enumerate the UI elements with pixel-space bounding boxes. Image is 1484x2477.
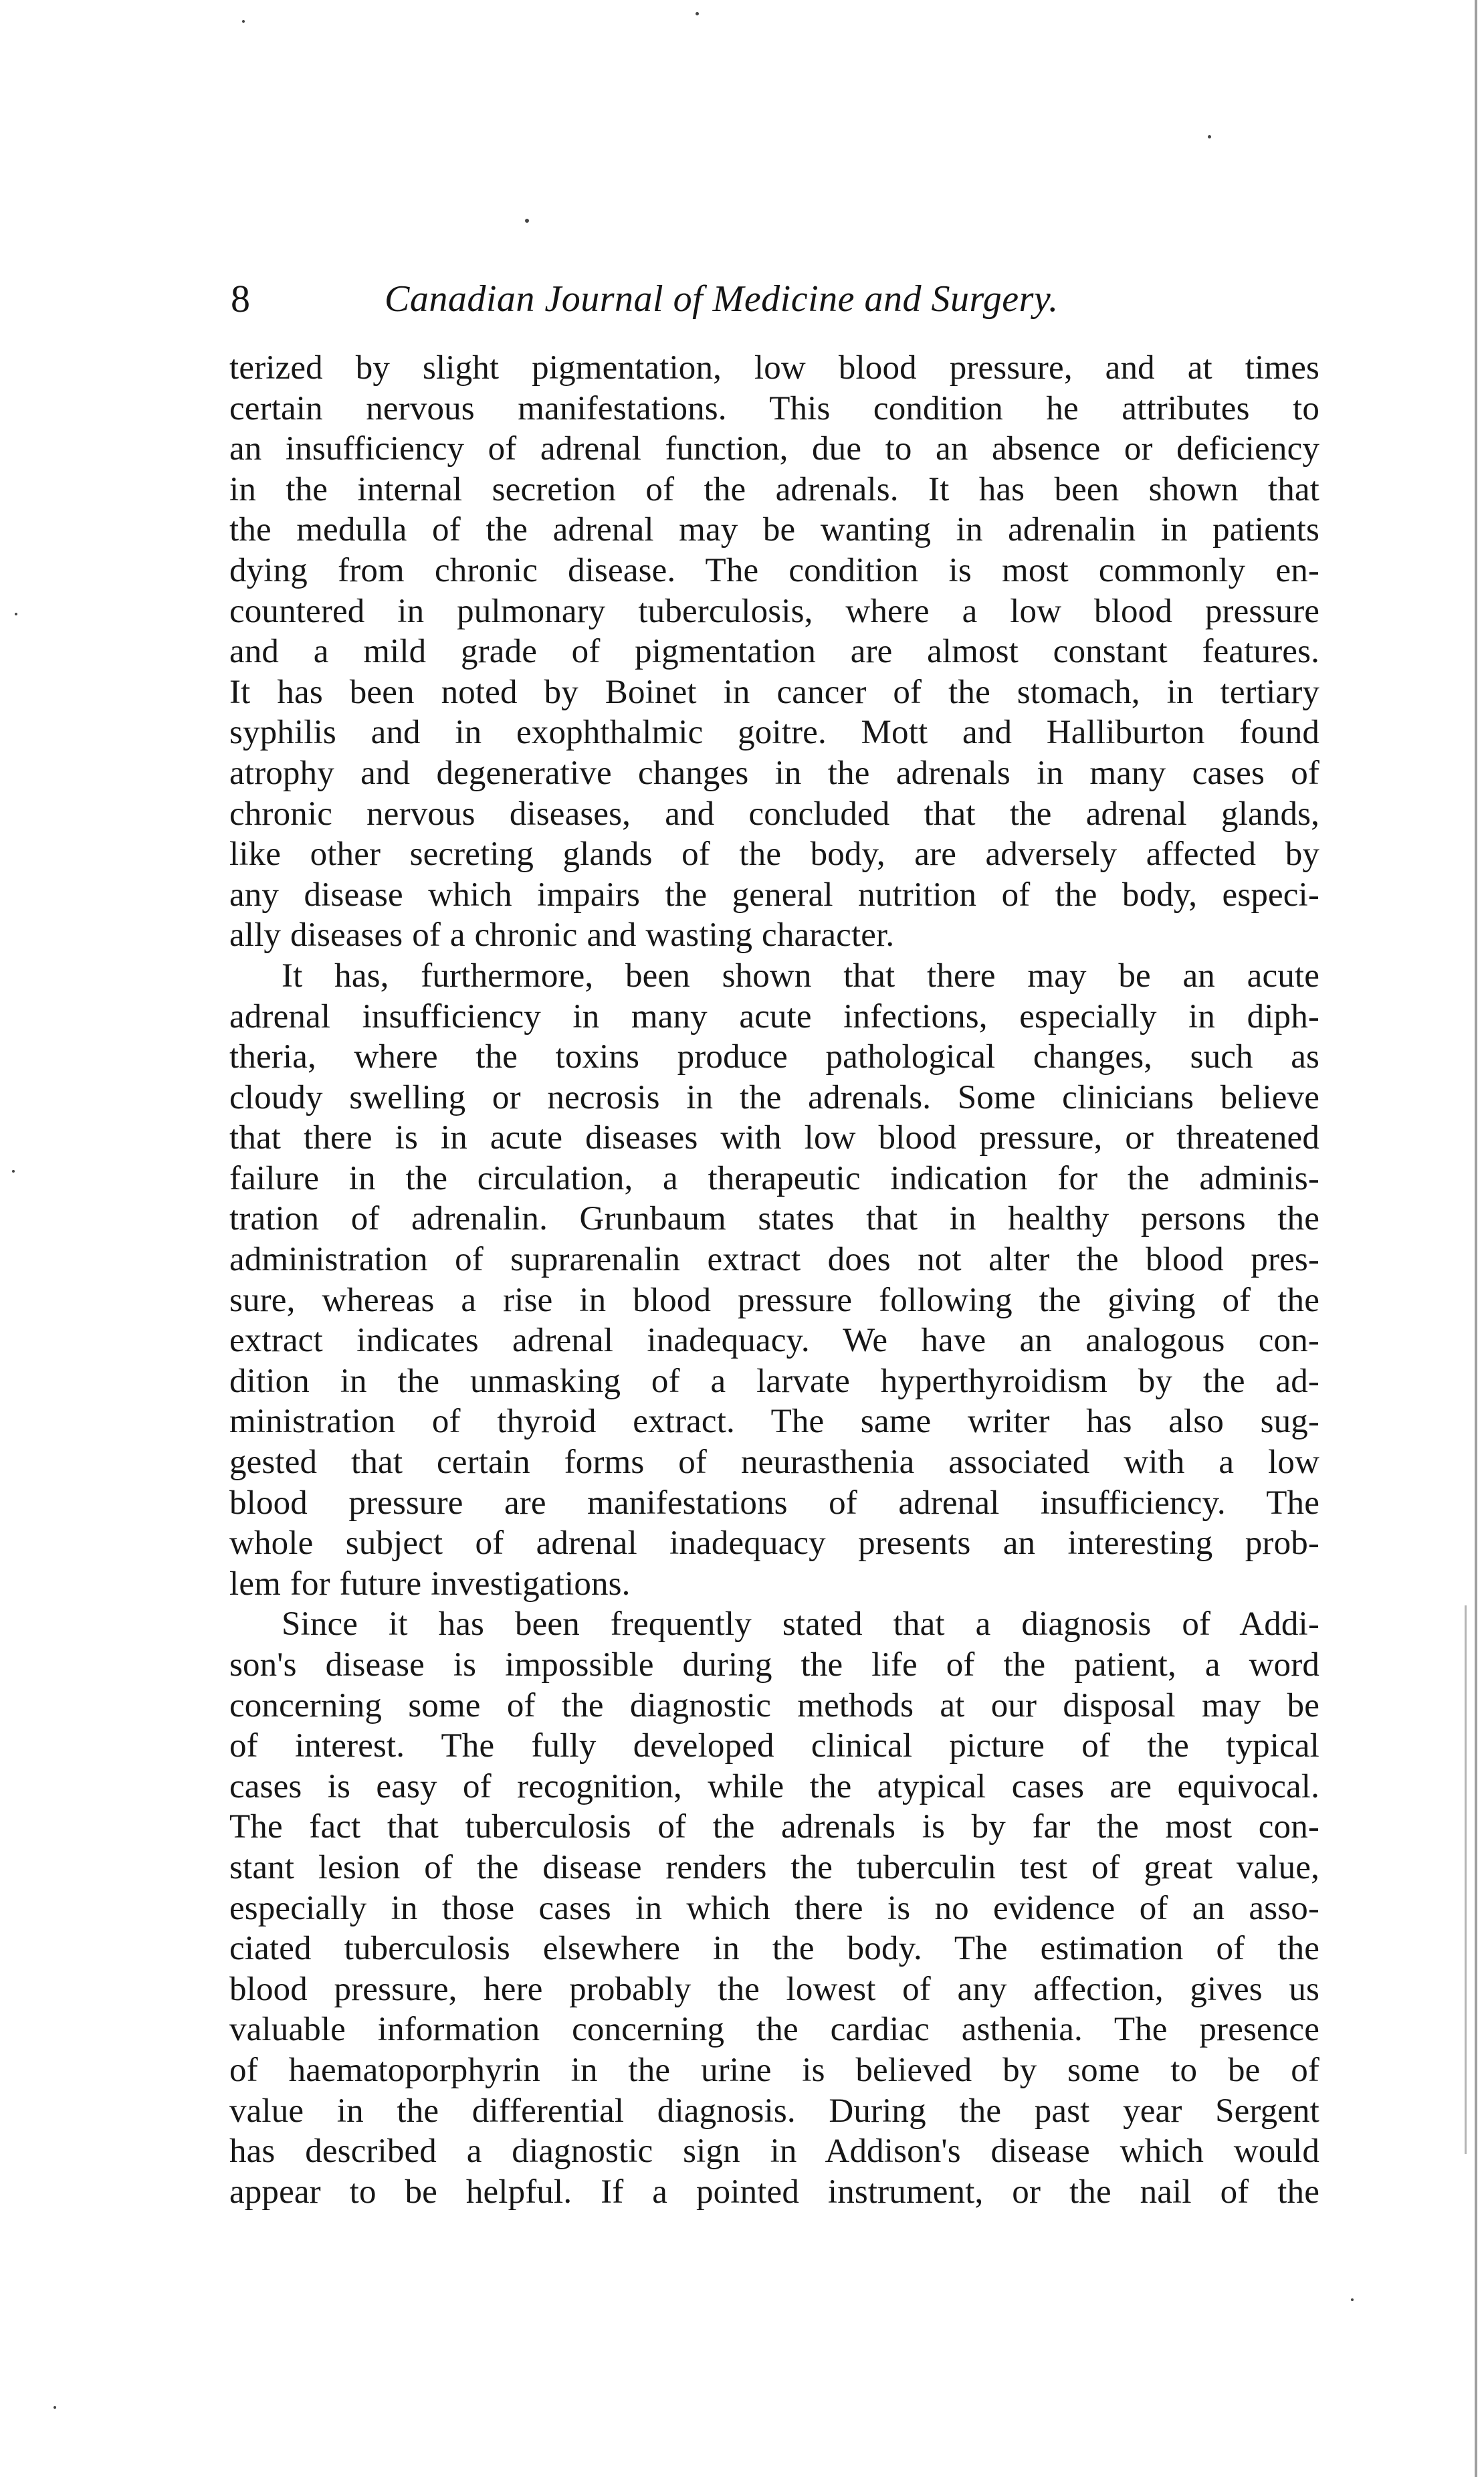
text-line: cases is easy of recognition, while the atypical cases are equivocal.	[229, 1767, 1319, 1805]
text-line: theria, where the toxins produce pathological changes, such as	[229, 1038, 1319, 1076]
text-line: in the internal secretion of the adrenals. It has been shown that	[229, 470, 1319, 508]
scan-speck	[1351, 2298, 1354, 2301]
text-line: blood pressure, here probably the lowest of any affection, gives us	[229, 1970, 1319, 2008]
text-line: dition in the unmasking of a larvate hyperthyroidism by the ad-	[229, 1362, 1319, 1400]
text-line: cloudy swelling or necrosis in the adrenals. Some clinicians believe	[229, 1078, 1319, 1116]
text-line: ciated tuberculosis elsewhere in the body. The estimation of the	[229, 1930, 1319, 1968]
text-line: dying from chronic disease. The condition is most commonly en-	[229, 551, 1319, 589]
text-line: lem for future investigations.	[229, 1565, 631, 1603]
text-line: extract indicates adrenal inadequacy. We have an analogous con-	[229, 1322, 1319, 1360]
text-line: stant lesion of the disease renders the tuberculin test of great value,	[229, 1848, 1319, 1886]
text-line: has described a diagnostic sign in Addison's disease which would	[229, 2133, 1319, 2171]
page-number: 8	[231, 277, 250, 320]
text-line: and a mild grade of pigmentation are almost constant features.	[229, 633, 1319, 671]
text-line: ministration of thyroid extract. The same writer has also sug-	[229, 1403, 1319, 1441]
text-line: atrophy and degenerative changes in the adrenals in many cases of	[229, 754, 1319, 792]
text-line: countered in pulmonary tuberculosis, where a low blood pressure	[229, 592, 1319, 630]
scan-speck	[1208, 135, 1211, 138]
scan-edge-mark	[1475, 0, 1477, 2477]
text-line: adrenal insufficiency in many acute infections, especially in diph-	[229, 997, 1319, 1035]
text-line: any disease which impairs the general nutrition of the body, especi-	[229, 876, 1319, 914]
scan-speck	[525, 219, 529, 223]
scan-speck	[15, 613, 17, 615]
text-line: especially in those cases in which there is no evidence of an asso-	[229, 1889, 1319, 1927]
text-line: gested that certain forms of neurasthenia associated with a low	[229, 1444, 1319, 1482]
text-line: of haematoporphyrin in the urine is believed by some to be of	[229, 2051, 1319, 2089]
journal-title: Canadian Journal of Medicine and Surgery.	[385, 278, 1059, 320]
scan-edge-mark	[1465, 1605, 1467, 2154]
text-line: whole subject of adrenal inadequacy presents an interesting prob-	[229, 1524, 1319, 1563]
article-body	[229, 348, 1319, 2212]
text-line: an insufficiency of adrenal function, due to an absence or deficiency	[229, 430, 1319, 468]
text-line: terized by slight pigmentation, low blood pressure, and at times	[229, 349, 1319, 387]
scan-speck	[696, 12, 699, 15]
scan-speck	[12, 1170, 15, 1173]
text-line: like other secreting glands of the body, are adversely affected by	[229, 835, 1319, 874]
text-line: ally diseases of a chronic and wasting character.	[229, 916, 895, 955]
text-line: certain nervous manifestations. This condition he attributes to	[229, 389, 1319, 427]
text-line: of interest. The fully developed clinical picture of the typical	[229, 1727, 1319, 1765]
text-line: value in the differential diagnosis. During the past year Sergent	[229, 2092, 1319, 2130]
text-line: sure, whereas a rise in blood pressure following the giving of the	[229, 1281, 1319, 1319]
text-line: that there is in acute diseases with low blood pressure, or threatened	[229, 1119, 1319, 1157]
paragraph-start-line: Since it has been frequently stated that a diagnosis of Addi-	[282, 1605, 1319, 1644]
text-line: concerning some of the diagnostic methods at our disposal may be	[229, 1686, 1319, 1724]
text-line: failure in the circulation, a therapeutic indication for the adminis-	[229, 1159, 1319, 1197]
text-line: administration of suprarenalin extract does not alter the blood pres-	[229, 1241, 1319, 1279]
text-line: It has been noted by Boinet in cancer of the stomach, in tertiary	[229, 673, 1319, 711]
text-line: son's disease is impossible during the life of the patient, a word	[229, 1646, 1319, 1684]
text-line: The fact that tuberculosis of the adrenals is by far the most con-	[229, 1808, 1319, 1846]
text-line: syphilis and in exophthalmic goitre. Mott and Halliburton found	[229, 714, 1319, 752]
scan-speck	[54, 2406, 56, 2409]
running-header	[231, 276, 1167, 322]
scan-speck	[242, 20, 245, 23]
text-line: blood pressure are manifestations of adrenal insufficiency. The	[229, 1484, 1319, 1522]
text-line: chronic nervous diseases, and concluded that the adrenal glands,	[229, 795, 1319, 833]
text-line: appear to be helpful. If a pointed instrument, or the nail of the	[229, 2173, 1319, 2211]
text-line: the medulla of the adrenal may be wanting in adrenalin in patients	[229, 511, 1319, 549]
text-line: valuable information concerning the cardiac asthenia. The presence	[229, 2011, 1319, 2049]
paragraph-start-line: It has, furthermore, been shown that there may be an acute	[282, 957, 1319, 995]
text-line: tration of adrenalin. Grunbaum states that in healthy persons the	[229, 1200, 1319, 1238]
